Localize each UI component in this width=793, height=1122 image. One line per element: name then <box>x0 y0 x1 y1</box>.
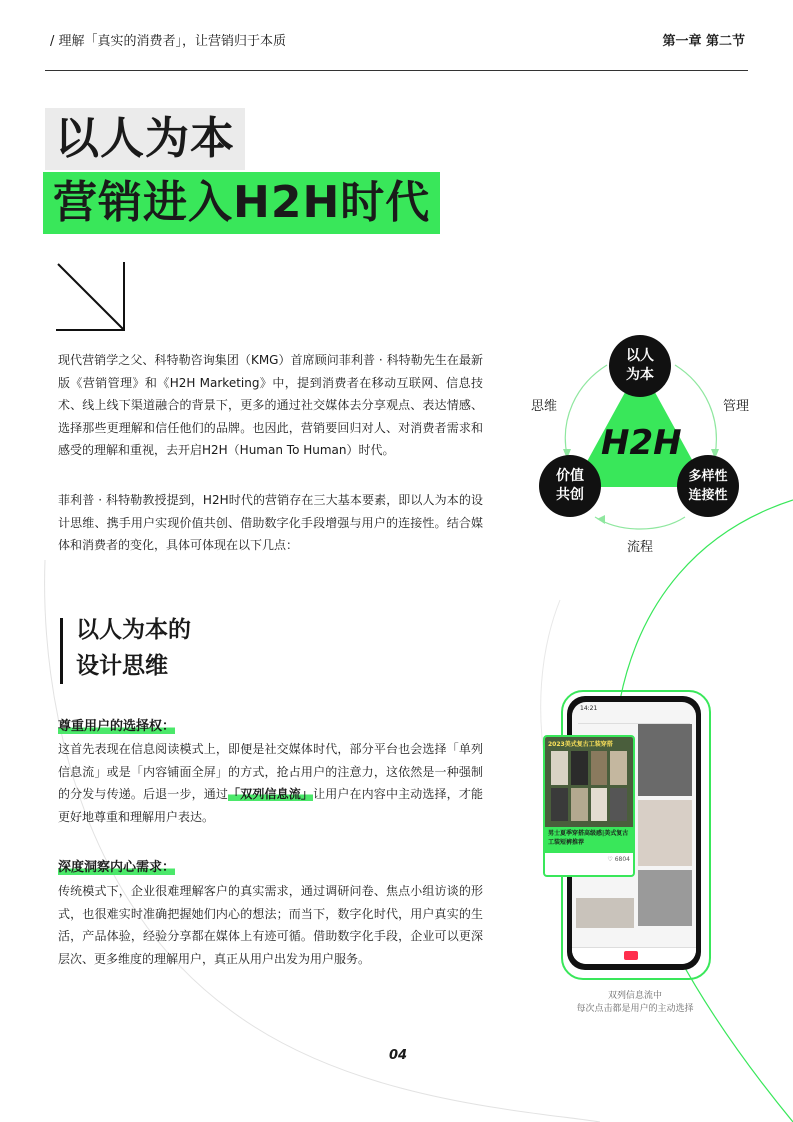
card-likes: ♡ 6804 <box>607 856 630 863</box>
h2h-center-label: H2H <box>601 423 682 463</box>
header-breadcrumb: / 理解「真实的消费者」，让营销归于本质 <box>50 34 287 49</box>
section-title: 以人为本的 设计思维 <box>76 617 191 679</box>
page-title-line1: 以人为本 <box>45 108 245 170</box>
paragraph-deep-insight: 传统模式下，企业很难理解客户的真实需求，通过调研问卷、焦点小组访谈的形式，也很难实时准确把握她们内心的想法；而当下，数字化时代，用户真实的生活，产品体验，经验分享都在媒体上有迹可循。借助数字化手段，企业可以更深层次、更多维度的理解用户，真正从用户出发为用户服务。 <box>58 884 483 966</box>
page-title-line2: 营销进入H2H时代 <box>43 172 440 234</box>
feed-card-right-3 <box>638 870 692 926</box>
phone-mockup <box>548 690 715 980</box>
phone-caption: 双列信息流中 每次点击都是用户的主动选择 <box>576 991 694 1014</box>
phone-tab-bar <box>572 947 696 964</box>
header-chapter: 第一章 第二节 <box>662 34 745 49</box>
feed-card-left-2 <box>576 898 634 928</box>
card-caption: 男士夏季穿搭高级感|美式复古工装短裤推荐 <box>545 827 633 853</box>
arrow-down-right-icon <box>56 262 128 334</box>
card-outfits <box>551 751 627 821</box>
feed-card-right-1 <box>638 724 692 796</box>
label-thinking: 思维 <box>531 399 558 414</box>
h2h-diagram <box>525 335 765 565</box>
phone-tabs <box>578 715 690 724</box>
node-diversity-connectivity: 多样性 连接性 <box>677 455 739 517</box>
paragraph-respect-choice: 这首先表现在信息阅读模式上，即便是社交媒体时代，部分平台也会选择「单列信息流」或是「内容铺面全屏」的方式，抢占用户的注意力，这依然是一种强制的分发与传递。后退一步，通过「双列信息流」让用户在内容中主动选择，才能更好地尊重和理解用户表达。 <box>58 742 483 824</box>
page-number: 04 <box>389 1048 408 1063</box>
header-divider <box>45 70 748 71</box>
card-banner: 2023美式复古工装穿搭 <box>548 741 613 748</box>
node-people-centered: 以人 为本 <box>609 335 671 397</box>
intro-paragraph-1: 现代营销学之父、科特勒咨询集团（KMG）首席顾问菲利普 · 科特勒先生在最新版《营销管理》和《H2H Marketing》中，提到消费者在移动互联网、信息技术、线上线下渠道融合的背景下，更多的通过社交媒体去分享观点、表达情感、选择那些更理解和信任他们的品牌。也因此，营销要回归对人、对消费者需求和感受的理解和重视，去开启H2H（Human To Human）时代。 <box>58 353 483 457</box>
add-post-icon <box>624 951 638 960</box>
label-management: 管理 <box>723 399 750 414</box>
intro-paragraph-2: 菲利普 · 科特勒教授提到，H2H时代的营销存在三大基本要素，即以人为本的设计思维、携手用户实现价值共创、借助数字化手段增强与用户的连接性。结合媒体和消费者的变化，具体可体现在以下几点： <box>58 493 483 552</box>
feed-card-right-2 <box>638 800 692 866</box>
phone-time: 14:21 <box>580 705 598 712</box>
section-bar <box>60 618 63 684</box>
highlight-dual-feed: 「双列信息流」 <box>228 787 314 801</box>
subheading-respect-choice: 尊重用户的选择权： <box>58 719 176 734</box>
card-image <box>545 737 633 827</box>
subheading-deep-insight: 深度洞察内心需求： <box>58 860 176 875</box>
highlighted-feed-card[interactable] <box>543 735 635 877</box>
node-value-cocreation: 价值 共创 <box>539 455 601 517</box>
label-process: 流程 <box>627 540 654 555</box>
